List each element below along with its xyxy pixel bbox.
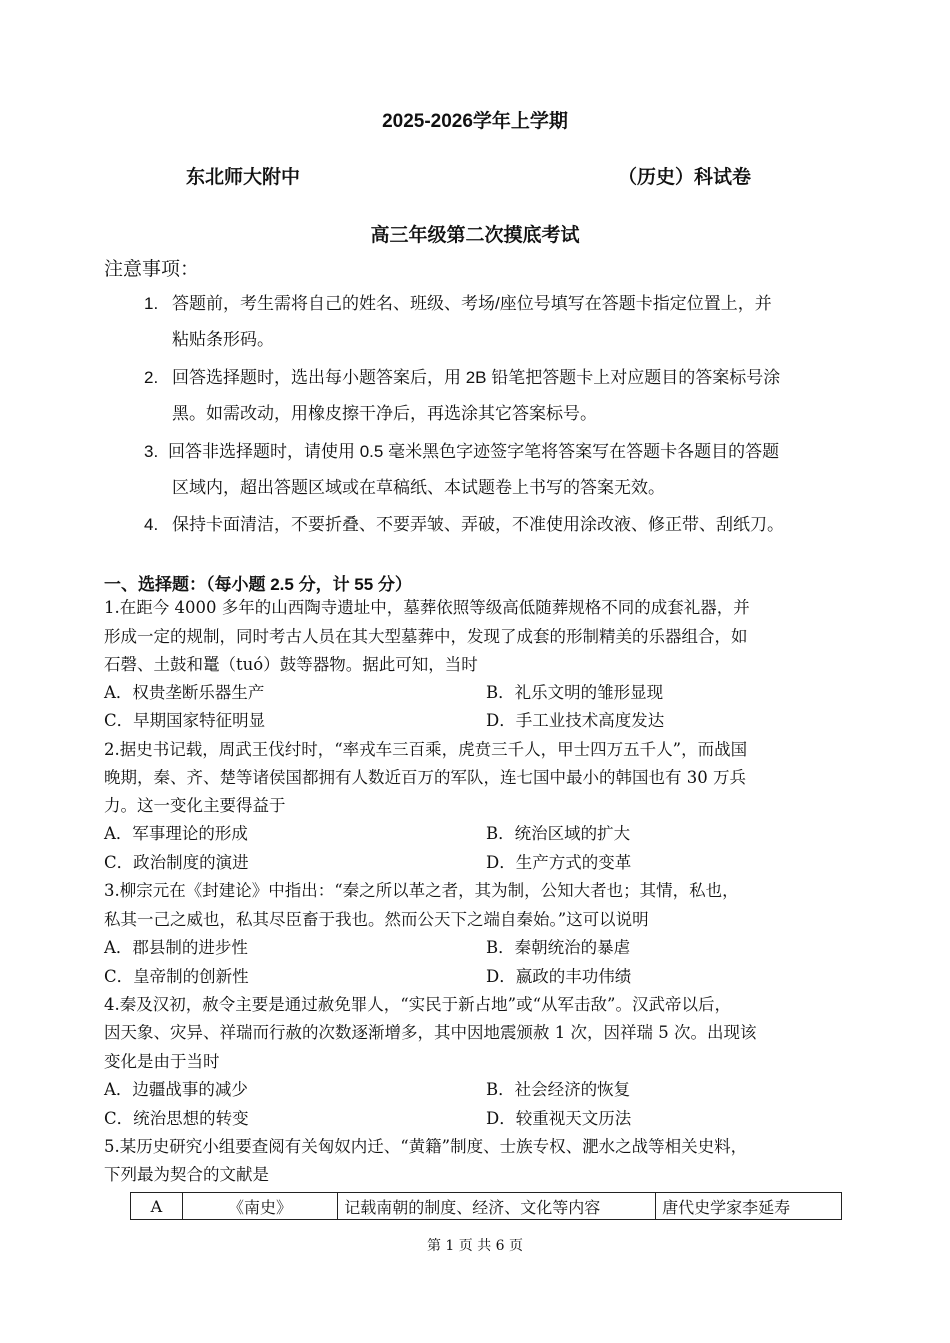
question-line: 因天象、灾异、祥瑞而行赦的次数逐渐增多，其中因地震颁赦 1 次，因祥瑞 5 次。出现该	[104, 1023, 757, 1042]
question-line: 1.在距今 4000 多年的山西陶寺遗址中，墓葬依照等级高低随葬规格不同的成套礼器，并	[104, 598, 750, 617]
table-cell-content: 记载南朝的制度、经济、文化等内容	[338, 1193, 656, 1220]
notice-line: 区域内，超出答题区域或在草稿纸、本试题卷上书写的答案无效。	[172, 478, 665, 497]
option-a: A．郡县制的进步性	[104, 938, 248, 957]
option-c: C．政治制度的演进	[104, 853, 249, 872]
option-c: C．统治思想的转变	[104, 1109, 249, 1128]
question-line: 石磬、土鼓和鼍（tuó）鼓等器物。据此可知，当时	[104, 655, 478, 674]
table-cell-author: 唐代史学家李延寿	[656, 1193, 842, 1220]
option-d: D．生产方式的变革	[486, 853, 632, 872]
notice-line: 回答非选择题时，请使用 0.5 毫米黑色字迹签字笔将答案写在答题卡各题目的答题	[168, 442, 780, 461]
question-line: 2.据史书记载，周武王伐纣时，“率戎车三百乘，虎贲三千人，甲士四万五千人”，而战国	[104, 740, 748, 759]
option-b: B．社会经济的恢复	[486, 1080, 631, 1099]
question-line: 5.某历史研究小组要查阅有关匈奴内迁、“黄籍”制度、士族专权、淝水之战等相关史料，	[104, 1137, 748, 1156]
question-line: 下列最为契合的文献是	[104, 1165, 269, 1184]
notice-num: 3.	[144, 442, 159, 461]
question-line: 形成一定的规制，同时考古人员在其大型墓葬中，发现了成套的形制精美的乐器组合，如	[104, 627, 748, 646]
notice-num: 4.	[144, 515, 159, 534]
notice-line: 保持卡面清洁，不要折叠、不要弄皱、弄破，不准使用涂改液、修正带、刮纸刀。	[172, 515, 784, 534]
option-b: B．统治区域的扩大	[486, 824, 631, 843]
school-name: 东北师大附中	[186, 167, 301, 188]
question-line: 私其一己之威也，私其尽臣畜于我也。然而公天下之端自秦始。”这可以说明	[104, 910, 649, 929]
option-a: A．边疆战事的减少	[104, 1080, 248, 1099]
notice-num: 2.	[144, 368, 159, 387]
option-d: D．嬴政的丰功伟绩	[486, 967, 632, 986]
question-line: 变化是由于当时	[104, 1052, 220, 1071]
notice-line: 黑。如需改动，用橡皮擦干净后，再选涂其它答案标号。	[172, 404, 597, 423]
source-table	[130, 1192, 842, 1220]
page-footer: 第 1 页 共 6 页	[426, 1238, 524, 1254]
table-row	[131, 1193, 842, 1220]
option-d: D．较重视天文历法	[486, 1109, 632, 1128]
option-b: B．秦朝统治的暴虐	[486, 938, 631, 957]
option-a: A．军事理论的形成	[104, 824, 248, 843]
subject-title: （历史）科试卷	[618, 167, 752, 188]
question-line: 力。这一变化主要得益于	[104, 796, 286, 815]
option-b: B．礼乐文明的雏形显现	[486, 683, 664, 702]
notice-line: 粘贴条形码。	[172, 330, 274, 349]
exam-title: 高三年级第二次摸底考试	[370, 225, 580, 246]
option-a: A．权贵垄断乐器生产	[104, 683, 265, 702]
term-heading: 2025-2026学年上学期	[382, 111, 568, 132]
question-line: 4.秦及汉初，赦令主要是通过赦免罪人，“实民于新占地”或“从军击敌”。汉武帝以后，	[104, 995, 731, 1014]
table-cell-label: A	[131, 1193, 183, 1220]
notice-line: 回答选择题时，选出每小题答案后，用 2B 铅笔把答题卡上对应题目的答案标号涂	[172, 368, 781, 387]
option-c: C．皇帝制的创新性	[104, 967, 249, 986]
option-d: D．手工业技术高度发达	[486, 711, 665, 730]
table-cell-book: 《南史》	[182, 1193, 337, 1220]
notice-title: 注意事项：	[104, 259, 200, 280]
question-line: 晚期，秦、齐、楚等诸侯国都拥有人数近百万的军队，连七国中最小的韩国也有 30 万兵	[104, 768, 746, 787]
question-line: 3.柳宗元在《封建论》中指出：“秦之所以革之者，其为制，公知大者也；其情，私也，	[104, 881, 739, 900]
notice-line: 答题前，考生需将自己的姓名、班级、考场/座位号填写在答题卡指定位置上，并	[172, 294, 772, 313]
section-title: 一、选择题：（每小题 2.5 分，计 55 分）	[104, 575, 412, 594]
option-c: C．早期国家特征明显	[104, 711, 266, 730]
notice-num: 1.	[144, 294, 159, 313]
